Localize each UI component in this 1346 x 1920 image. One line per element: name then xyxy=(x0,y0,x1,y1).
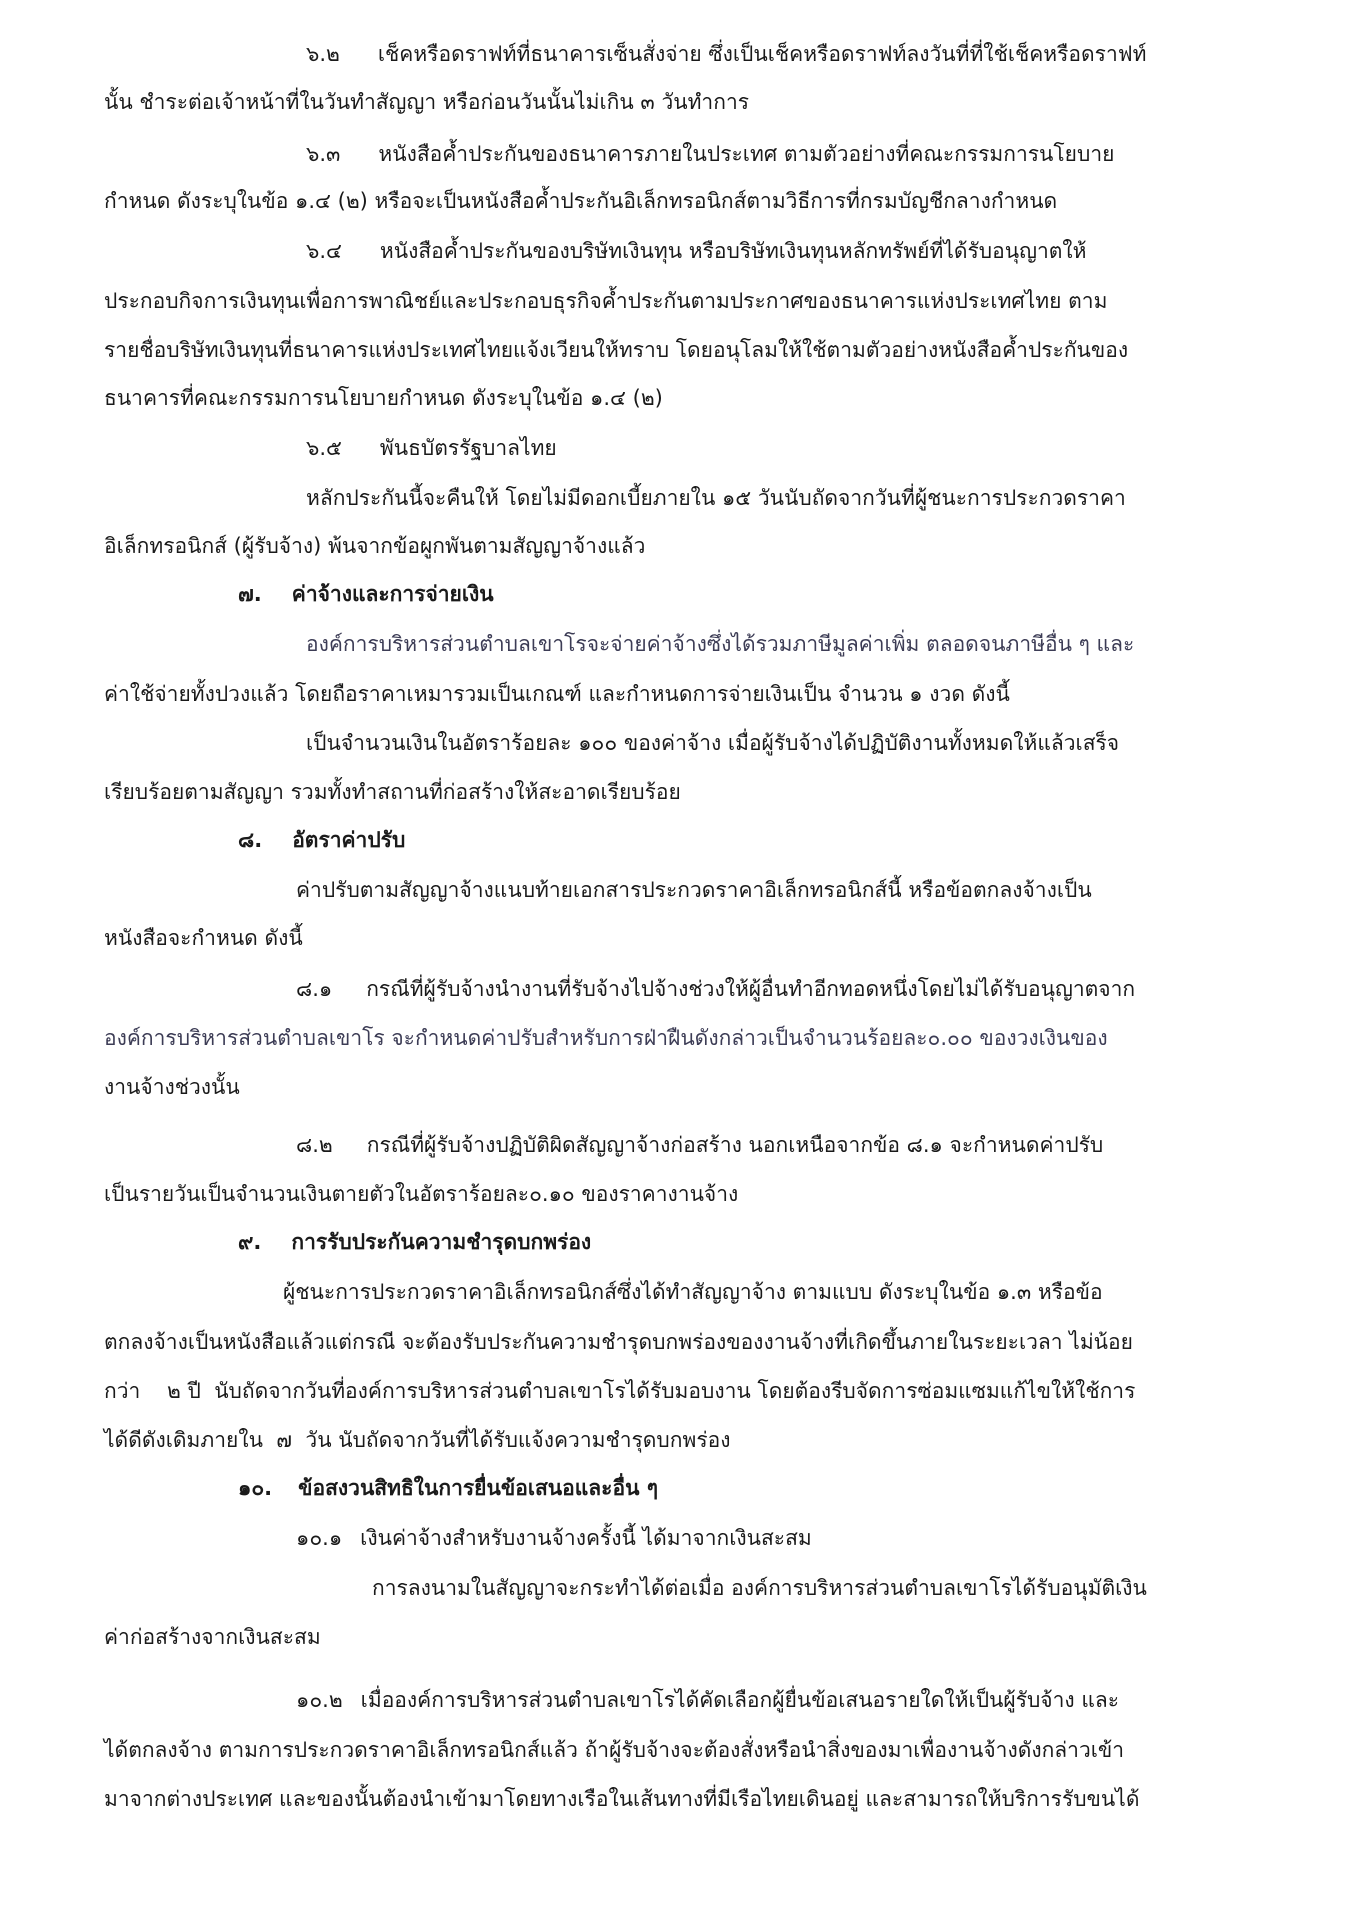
clause-8-2 xyxy=(296,1131,1103,1159)
clause-number: ๖.๒ xyxy=(306,42,340,66)
text-line: นั้น ชำระต่อเจ้าหน้าที่ในวันทำสัญญา หรือก่อนวันนั้นไม่เกิน ๓ วันทำการ xyxy=(104,90,750,114)
text-line: ประกอบกิจการเงินทุนเพื่อการพาณิชย์และประกอบธุรกิจค้ำประกันตามประกาศของธนาคารแห่งประเทศไทย ตาม xyxy=(104,289,1108,313)
clause-text: หนังสือค้ำประกันของบริษัทเงินทุน หรือบริษัทเงินทุนหลักทรัพย์ที่ได้รับอนุญาตให้ xyxy=(379,239,1087,263)
section-title: อัตราค่าปรับ xyxy=(292,828,406,852)
clause-text: หนังสือค้ำประกันของธนาคารภายในประเทศ ตามตัวอย่างที่คณะกรรมการนโยบาย xyxy=(378,142,1115,166)
clause-text: พันธบัตรรัฐบาลไทย xyxy=(379,436,557,460)
section-number: ๑๐. xyxy=(238,1476,273,1500)
clause-10-2 xyxy=(296,1686,1119,1714)
clause-6-4 xyxy=(306,237,1087,265)
clause-number: ๘.๒ xyxy=(296,1133,333,1157)
section-title: ข้อสงวนสิทธิในการยื่นข้อเสนอและอื่น ๆ xyxy=(298,1476,659,1500)
clause-number: ๖.๔ xyxy=(306,239,342,263)
text-line: ค่าปรับตามสัญญาจ้างแนบท้ายเอกสารประกวดราคาอิเล็กทรอนิกส์นี้ หรือข้อตกลงจ้างเป็น xyxy=(296,878,1092,902)
clause-number: ๖.๓ xyxy=(306,142,341,166)
text-line: กว่า ๒ ปี นับถัดจากวันที่องค์การบริหารส่วนตำบลเขาโรได้รับมอบงาน โดยต้องรีบจัดการซ่อมแซมแก้ไขให้ใช้การ xyxy=(104,1379,1136,1403)
section-heading-9 xyxy=(238,1228,591,1256)
section-number: ๙. xyxy=(238,1230,262,1254)
clause-text: กรณีที่ผู้รับจ้างนำงานที่รับจ้างไปจ้างช่วงให้ผู้อื่นทำอีกทอดหนึ่งโดยไม่ได้รับอนุญาตจาก xyxy=(366,977,1136,1001)
clause-6-5 xyxy=(306,434,557,462)
text-line: หลักประกันนี้จะคืนให้ โดยไม่มีดอกเบี้ยภายใน ๑๕ วันนับถัดจากวันที่ผู้ชนะการประกวดราคา xyxy=(306,486,1126,510)
text-line: ค่าก่อสร้างจากเงินสะสม xyxy=(104,1625,321,1649)
clause-8-1 xyxy=(296,975,1135,1003)
section-title: การรับประกันความชำรุดบกพร่อง xyxy=(291,1230,592,1254)
text-line: กำหนด ดังระบุในข้อ ๑.๔ (๒) หรือจะเป็นหนังสือค้ำประกันอิเล็กทรอนิกส์ตามวิธีการที่กรมบัญชีกลางกำหนด xyxy=(104,189,1058,213)
text-line: อิเล็กทรอนิกส์ (ผู้รับจ้าง) พ้นจากข้อผูกพันตามสัญญาจ้างแล้ว xyxy=(104,534,646,558)
clause-6-3 xyxy=(306,140,1114,168)
text-line: เป็นจำนวนเงินในอัตราร้อยละ ๑๐๐ ของค่าจ้าง เมื่อผู้รับจ้างได้ปฏิบัติงานทั้งหมดให้แล้วเสร็จ xyxy=(306,731,1120,755)
clause-number: ๑๐.๑ xyxy=(296,1526,343,1550)
text-line: เป็นรายวันเป็นจำนวนเงินตายตัวในอัตราร้อยละ๐.๑๐ ของราคางานจ้าง xyxy=(104,1182,739,1206)
text-line: ได้ตกลงจ้าง ตามการประกวดราคาอิเล็กทรอนิกส์แล้ว ถ้าผู้รับจ้างจะต้องสั่งหรือนำสิ่งของมาเพื่องานจ้างดังกล่าวเข้า xyxy=(104,1738,1125,1762)
text-line: ธนาคารที่คณะกรรมการนโยบายกำหนด ดังระบุในข้อ ๑.๔ (๒) xyxy=(104,386,663,410)
text-line xyxy=(104,1024,1108,1052)
text-line: องค์การบริหารส่วนตำบลเขาโรจะจ่ายค่าจ้างซึ่งได้รวมภาษีมูลค่าเพิ่ม ตลอดจนภาษีอื่น ๆ และ xyxy=(306,632,1135,656)
clause-number: ๘.๑ xyxy=(296,977,333,1001)
text-line: ผู้ชนะการประกวดราคาอิเล็กทรอนิกส์ซึ่งได้ทำสัญญาจ้าง ตามแบบ ดังระบุในข้อ ๑.๓ หรือข้อ xyxy=(283,1280,1103,1304)
section-title: ค่าจ้างและการจ่ายเงิน xyxy=(291,582,494,606)
clause-number: ๑๐.๒ xyxy=(296,1688,343,1712)
clause-10-1 xyxy=(296,1524,812,1552)
text-line: งานจ้างช่วงนั้น xyxy=(104,1075,240,1099)
section-number: ๗. xyxy=(238,582,262,606)
clause-number: ๖.๕ xyxy=(306,436,342,460)
text-line-part: องค์การบริหารส่วนตำบลเขาโร จะกำหนดค่าปรับสำหรับการฝ่าฝืนดังกล่าวเป็นจำนวนร้อยละ๐.๐๐ ของวงเงินของ xyxy=(104,1026,1108,1050)
section-heading-7 xyxy=(238,580,494,608)
clause-text: เมื่อองค์การบริหารส่วนตำบลเขาโรได้คัดเลือกผู้ยื่นข้อเสนอรายใดให้เป็นผู้รับจ้าง และ xyxy=(360,1688,1120,1712)
clause-text: เช็คหรือดราฟท์ที่ธนาคารเซ็นสั่งจ่าย ซึ่งเป็นเช็คหรือดราฟท์ลงวันที่ที่ใช้เช็คหรือดราฟท์ xyxy=(377,42,1147,66)
text-line: ได้ดีดังเดิมภายใน ๗ วัน นับถัดจากวันที่ได้รับแจ้งความชำรุดบกพร่อง xyxy=(104,1428,731,1452)
text-line: ตกลงจ้างเป็นหนังสือแล้วแต่กรณี จะต้องรับประกันความชำรุดบกพร่องของงานจ้างที่เกิดขึ้นภายในระยะเวลา ไม่น้อย xyxy=(104,1330,1133,1354)
text-line: ค่าใช้จ่ายทั้งปวงแล้ว โดยถือราคาเหมารวมเป็นเกณฑ์ และกำหนดการจ่ายเงินเป็น จำนวน ๑ งวด ดังนี้ xyxy=(104,682,1010,706)
text-line: มาจากต่างประเทศ และของนั้นต้องนำเข้ามาโดยทางเรือในเส้นทางที่มีเรือไทยเดินอยู่ และสามารถให้บริการรับขนได้ xyxy=(104,1787,1140,1811)
section-heading-10 xyxy=(238,1474,658,1502)
clause-text: เงินค่าจ้างสำหรับงานจ้างครั้งนี้ ได้มาจากเงินสะสม xyxy=(360,1526,812,1550)
section-number: ๘. xyxy=(238,828,263,852)
clause-6-2 xyxy=(306,40,1146,68)
text-line: รายชื่อบริษัทเงินทุนที่ธนาคารแห่งประเทศไทยแจ้งเวียนให้ทราบ โดยอนุโลมให้ใช้ตามตัวอย่างหนังสือค้ำประกันของ xyxy=(104,338,1129,362)
text-line: การลงนามในสัญญาจะกระทำได้ต่อเมื่อ องค์การบริหารส่วนตำบลเขาโรได้รับอนุมัติเงิน xyxy=(372,1576,1147,1600)
text-line: เรียบร้อยตามสัญญา รวมทั้งทำสถานที่ก่อสร้างให้สะอาดเรียบร้อย xyxy=(104,780,681,804)
clause-text: กรณีที่ผู้รับจ้างปฏิบัติผิดสัญญาจ้างก่อสร้าง นอกเหนือจากข้อ ๘.๑ จะกำหนดค่าปรับ xyxy=(366,1133,1104,1157)
section-heading-8 xyxy=(238,826,405,854)
text-line: หนังสือจะกำหนด ดังนี้ xyxy=(104,926,303,950)
